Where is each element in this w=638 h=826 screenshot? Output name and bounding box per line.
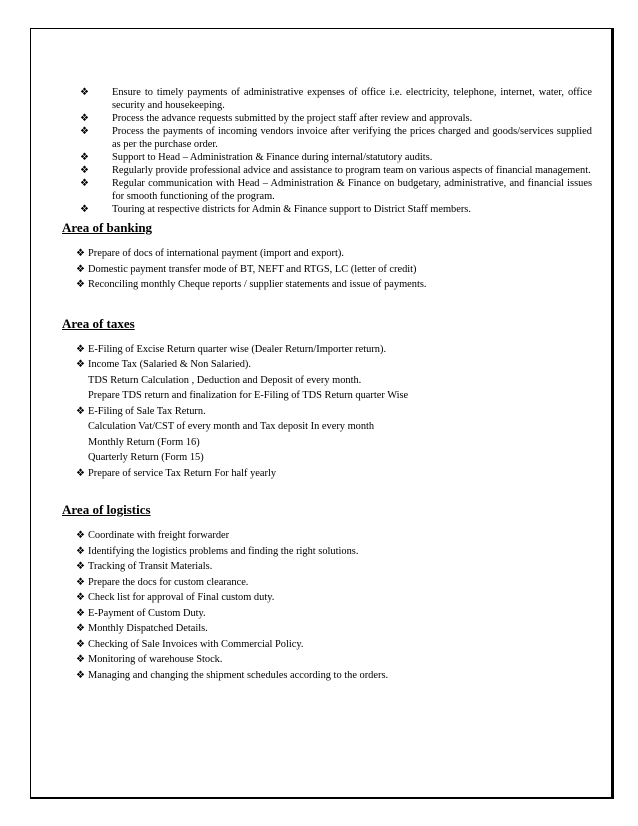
diamond-bullet-icon: ❖ bbox=[76, 576, 85, 588]
duty-text: Support to Head – Administration & Finance during internal/statutory audits. bbox=[112, 152, 433, 163]
list-item bbox=[76, 652, 592, 668]
diamond-bullet-icon: ❖ bbox=[76, 545, 85, 557]
list-item bbox=[76, 668, 592, 684]
diamond-bullet-icon: ❖ bbox=[76, 263, 85, 275]
taxes-sub-line: Monthly Return (Form 16) bbox=[88, 436, 200, 448]
page-content bbox=[62, 86, 592, 683]
duty-text: Process the payments of incoming vendors invoice after verifying the prices charged and goods/services supplied as per the purchase order. bbox=[112, 126, 592, 150]
list-item bbox=[76, 575, 592, 591]
list-item bbox=[76, 277, 592, 293]
list-item bbox=[76, 590, 592, 606]
page-border-bottom bbox=[30, 797, 614, 799]
list-item bbox=[62, 112, 592, 125]
duty-text: Touring at respective districts for Admin & Finance support to District Staff members. bbox=[112, 204, 471, 215]
logistics-heading: Area of logistics bbox=[62, 502, 151, 517]
list-item bbox=[76, 246, 592, 262]
banking-item-text: Domestic payment transfer mode of BT, NEFT and RTGS, LC (letter of credit) bbox=[88, 263, 417, 275]
taxes-sub-line: TDS Return Calculation , Deduction and Deposit of every month. bbox=[88, 374, 362, 386]
taxes-heading: Area of taxes bbox=[62, 315, 135, 331]
diamond-bullet-icon: ❖ bbox=[76, 359, 85, 370]
list-item bbox=[76, 404, 592, 466]
logistics-item-text: Coordinate with freight forwarder bbox=[88, 530, 230, 541]
list-item bbox=[62, 125, 592, 151]
list-item bbox=[76, 357, 592, 404]
diamond-bullet-icon: ❖ bbox=[80, 113, 89, 124]
duty-text: Process the advance requests submitted by the project staff after review and approvals. bbox=[112, 113, 473, 124]
banking-list bbox=[62, 246, 592, 293]
duty-text: Regular communication with Head – Administration & Finance on budgetary, administrative, and financial issues for smooth functioning of the program. bbox=[112, 178, 592, 202]
diamond-bullet-icon: ❖ bbox=[76, 405, 85, 417]
diamond-bullet-icon: ❖ bbox=[80, 126, 89, 137]
logistics-item-text: Monitoring of warehouse Stock. bbox=[88, 654, 223, 665]
banking-item-text: Prepare of docs of international payment (import and export). bbox=[88, 248, 344, 259]
logistics-item-text: Identifying the logistics problems and finding the right solutions. bbox=[88, 545, 359, 557]
diamond-bullet-icon: ❖ bbox=[80, 152, 89, 163]
duty-text: Regularly provide professional advice and assistance to program team on various aspects of financial management. bbox=[112, 165, 591, 176]
list-item bbox=[62, 86, 592, 112]
logistics-item-text: Managing and changing the shipment schedules according to the orders. bbox=[88, 669, 389, 681]
banking-item-text: Reconciling monthly Cheque reports / supplier statements and issue of payments. bbox=[88, 279, 427, 290]
diamond-bullet-icon: ❖ bbox=[76, 467, 85, 479]
diamond-bullet-icon: ❖ bbox=[76, 248, 85, 259]
list-item bbox=[62, 203, 592, 216]
taxes-item-text: Income Tax (Salaried & Non Salaried). bbox=[88, 359, 251, 370]
logistics-item-text: Prepare the docs for custom clearance. bbox=[88, 576, 249, 588]
list-item bbox=[62, 177, 592, 203]
duty-text: Ensure to timely payments of administrative expenses of office i.e. electricity, telephone, internet, water, office security and housekeeping. bbox=[112, 87, 592, 111]
duties-list bbox=[62, 86, 592, 216]
taxes-item-text: E-Filing of Sale Tax Return. bbox=[88, 405, 206, 417]
taxes-sub-line: Quarterly Return (Form 15) bbox=[88, 452, 204, 463]
page-border-left bbox=[30, 28, 31, 798]
list-item bbox=[76, 544, 592, 560]
diamond-bullet-icon: ❖ bbox=[76, 607, 85, 619]
list-item bbox=[76, 528, 592, 544]
taxes-item-text: Prepare of service Tax Return For half yearly bbox=[88, 467, 277, 479]
diamond-bullet-icon: ❖ bbox=[76, 669, 85, 681]
diamond-bullet-icon: ❖ bbox=[76, 561, 85, 572]
list-item bbox=[62, 164, 592, 177]
diamond-bullet-icon: ❖ bbox=[76, 343, 85, 355]
diamond-bullet-icon: ❖ bbox=[76, 530, 85, 541]
taxes-item-text: E-Filing of Excise Return quarter wise (Dealer Return/Importer return). bbox=[88, 343, 387, 355]
diamond-bullet-icon: ❖ bbox=[80, 87, 89, 98]
diamond-bullet-icon: ❖ bbox=[76, 638, 85, 650]
logistics-item-text: E-Payment of Custom Duty. bbox=[88, 607, 206, 619]
page-border-top bbox=[30, 28, 612, 29]
list-item bbox=[76, 606, 592, 622]
logistics-item-text: Check list for approval of Final custom duty. bbox=[88, 592, 275, 603]
page-border-right bbox=[611, 28, 614, 798]
taxes-sub-line: Prepare TDS return and finalization for E-Filing of TDS Return quarter Wise bbox=[88, 390, 409, 401]
list-item bbox=[76, 262, 592, 278]
diamond-bullet-icon: ❖ bbox=[76, 279, 85, 290]
diamond-bullet-icon: ❖ bbox=[76, 623, 85, 634]
list-item bbox=[76, 466, 592, 482]
logistics-item-text: Tracking of Transit Materials. bbox=[88, 561, 213, 572]
diamond-bullet-icon: ❖ bbox=[80, 165, 89, 176]
taxes-sub-line: Calculation Vat/CST of every month and Tax deposit In every month bbox=[88, 421, 375, 432]
taxes-list bbox=[62, 342, 592, 482]
logistics-item-text: Monthly Dispatched Details. bbox=[88, 623, 208, 634]
list-item bbox=[62, 151, 592, 164]
logistics-item-text: Checking of Sale Invoices with Commercial Policy. bbox=[88, 638, 304, 650]
list-item bbox=[76, 342, 592, 358]
diamond-bullet-icon: ❖ bbox=[76, 592, 85, 603]
banking-heading: Area of banking bbox=[62, 220, 153, 235]
diamond-bullet-icon: ❖ bbox=[76, 654, 85, 665]
logistics-list bbox=[62, 528, 592, 683]
list-item bbox=[76, 637, 592, 653]
list-item bbox=[76, 559, 592, 575]
diamond-bullet-icon: ❖ bbox=[80, 178, 89, 189]
list-item bbox=[76, 621, 592, 637]
diamond-bullet-icon: ❖ bbox=[80, 204, 89, 215]
